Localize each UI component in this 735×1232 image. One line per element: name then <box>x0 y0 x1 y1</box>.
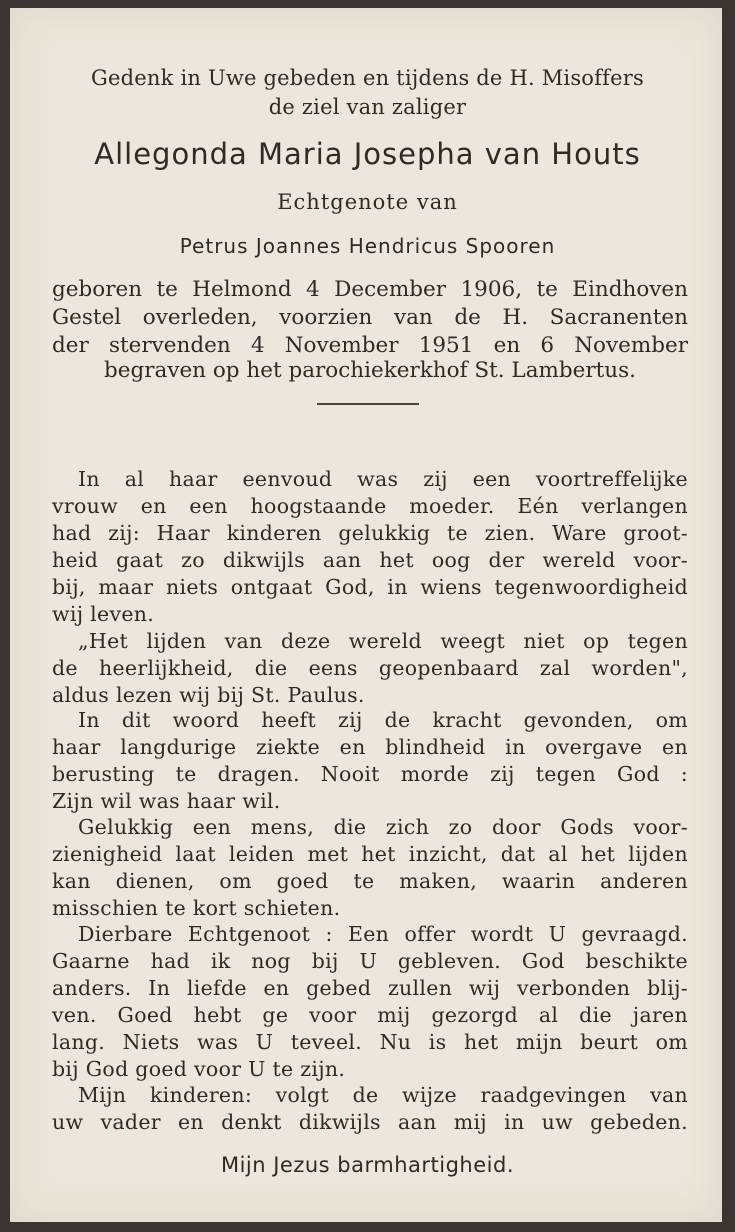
body-line: Dierbare Echtgenoot : Een offer wordt U gevraagd. <box>78 922 688 946</box>
body-line: misschien te kort schieten. <box>52 896 341 920</box>
body-line: kan dienen, om goed te maken, waarin anderen <box>52 869 688 893</box>
body-line: bij, maar niets ontgaat God, in wiens tegenwoordigheid <box>52 575 688 599</box>
intro-line-1: Gedenk in Uwe gebeden en tijdens de H. Misoffers <box>91 66 644 90</box>
body-line: lang. Niets was U teveel. Nu is het mijn beurt om <box>52 1030 688 1054</box>
body-line: uw vader en denkt dikwijls aan mij in uw gebeden. <box>52 1110 688 1134</box>
bio-line-2: Gestel overleden, voorzien van de H. Sacranenten <box>52 305 688 330</box>
bio-line-1: geboren te Helmond 4 December 1906, te Eindhoven <box>52 277 688 302</box>
body-line: haar langdurige ziekte en blindheid in overgave en <box>52 735 688 759</box>
body-line: heid gaat zo dikwijls aan het oog der wereld voor- <box>52 548 688 572</box>
body-line: Mijn kinderen: volgt de wijze raadgevingen van <box>78 1083 688 1107</box>
intro-line-2: de ziel van zaliger <box>268 95 467 119</box>
body-line: anders. In liefde en gebed zullen wij verbonden blij- <box>52 976 688 1000</box>
body-line: bij God goed voor U te zijn. <box>52 1057 346 1081</box>
body-line: zienigheid laat leiden met het inzicht, dat al het lijden <box>52 842 688 866</box>
body-line: had zij: Haar kinderen gelukkig te zien. Ware groot- <box>52 521 688 545</box>
body-line: vrouw en een hoogstaande moeder. Eén verlangen <box>52 494 688 518</box>
body-line: „Het lijden van deze wereld weegt niet op tegen <box>78 629 688 653</box>
body-line: Gelukkig een mens, die zich zo door Gods voor- <box>78 815 688 839</box>
spouse-name: Petrus Joannes Hendricus Spooren <box>179 234 556 258</box>
divider <box>317 403 419 405</box>
body-line: aldus lezen wij bij St. Paulus. <box>52 683 365 707</box>
deceased-name: Allegonda Maria Josepha van Houts <box>94 137 641 171</box>
body-line: Gaarne had ik nog bij U gebleven. God beschikte <box>52 949 688 973</box>
body-line: wij leven. <box>52 602 155 626</box>
bio-line-4: begraven op het parochiekerkhof St. Lambertus. <box>103 358 637 383</box>
bio-line-3: der stervenden 4 November 1951 en 6 November <box>52 333 688 358</box>
body-line: de heerlijkheid, die eens geopenbaard zal worden", <box>52 656 688 680</box>
spouse-label: Echtgenote van <box>277 190 458 214</box>
body-line: In dit woord heeft zij de kracht gevonden, om <box>78 708 688 732</box>
body-line: In al haar eenvoud was zij een voortreffelijke <box>78 467 688 491</box>
body-line: ven. Goed hebt ge voor mij gezorgd al die jaren <box>52 1003 688 1027</box>
closing-prayer: Mijn Jezus barmhartigheid. <box>220 1153 515 1177</box>
body-line: berusting te dragen. Nooit morde zij tegen God : <box>52 762 688 786</box>
body-line: Zijn wil was haar wil. <box>52 789 281 813</box>
